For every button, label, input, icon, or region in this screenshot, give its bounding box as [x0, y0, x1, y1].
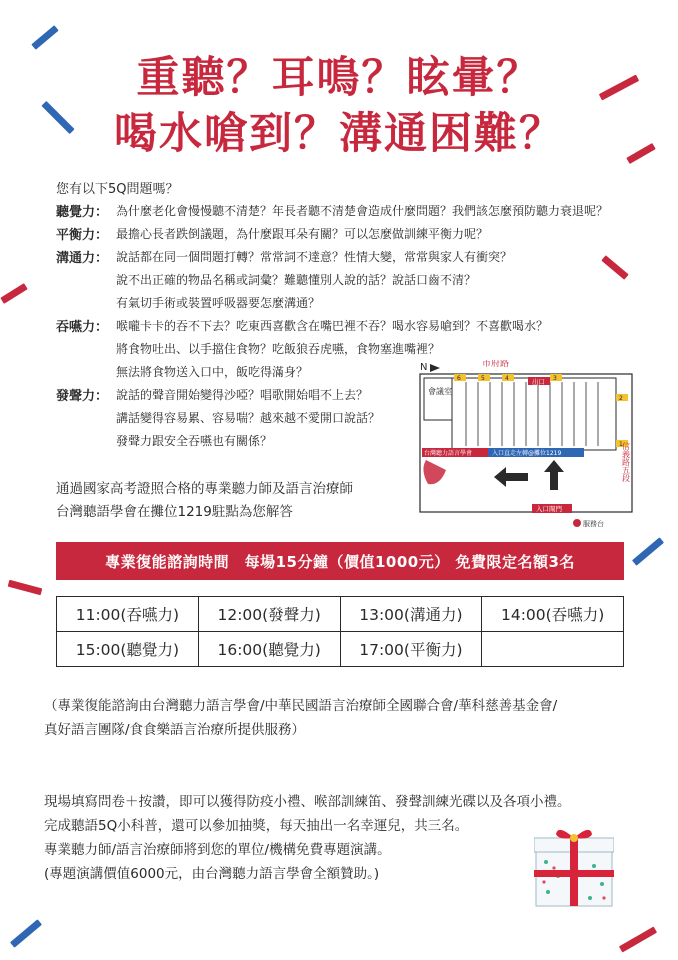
exit-label: 出口	[532, 378, 545, 386]
question-line: 有氣切手術或裝置呼吸器要怎麼溝通？	[116, 296, 321, 310]
category-voice: 發聲力：	[56, 389, 109, 404]
title-line2: 喝水嗆到？溝通困難？	[114, 109, 564, 159]
entrance-label: 入口閘門	[536, 505, 562, 513]
question-line: 講話變得容易累、容易喘？越來越不愛開口說話？	[116, 411, 381, 425]
booth-number: 3	[553, 375, 557, 382]
question-line: 說話都在同一個問題打轉？常常詞不達意？性情大變，常常與家人有衝突？	[116, 250, 513, 264]
question-line: 喉嚨卡卡的吞不下去？吃東西喜歡含在嘴巴裡不吞？喝水容易嗆到？不喜歡喝水？	[116, 319, 549, 333]
schedule-slot: 12:00(發聲力)	[198, 597, 340, 632]
page-title	[0, 44, 678, 105]
footer-line: (專題演講價值6000元，由台灣聽力語言學會全額贊助。)	[44, 866, 380, 882]
confetti-blue	[10, 919, 42, 948]
category-swallowing: 吞嚥力：	[56, 320, 109, 335]
consult-banner-text: 專業復能諮詢時間 每場15分鐘（價值1000元） 免費限定名額3名	[105, 552, 575, 571]
category-hearing: 聽覺力：	[56, 205, 109, 220]
confetti-blue	[632, 537, 664, 566]
booth-number: 1	[619, 441, 623, 448]
page-subtitle	[0, 100, 678, 161]
question-line: 最擔心長者跌倒議題，為什麼跟耳朵有關？可以怎麼做訓練平衡力呢？	[116, 227, 489, 241]
direction-label: 入口直走左轉@攤位1219	[492, 450, 562, 457]
confetti-red	[8, 580, 43, 596]
venue-map-svg	[418, 360, 638, 530]
road-right-label: 信義路五段	[621, 442, 631, 482]
booth-number: 6	[457, 375, 461, 382]
provider-note-line1: （專業復能諮詢由台灣聽力語言學會/中華民國語言治療師全國聯合會/華科慈善基金會/	[44, 698, 558, 714]
venue-map	[418, 360, 638, 530]
meeting-room-label: 會議室	[428, 387, 452, 396]
schedule-slot: 17:00(平衡力)	[340, 632, 482, 667]
schedule-slot	[482, 632, 624, 667]
service-label: 服務台	[583, 520, 604, 528]
category-communication: 溝通力：	[56, 251, 109, 266]
footer-line: 現場填寫問卷＋按讚，即可以獲得防疫小禮、喉部訓練笛、發聲訓練光碟以及各項小禮。	[44, 794, 571, 810]
table-row	[57, 632, 624, 667]
north-arrow-icon	[430, 364, 440, 372]
north-label: N	[420, 362, 428, 373]
info-icon	[573, 519, 581, 527]
schedule-table	[56, 596, 624, 667]
title-line1: 重聽？耳鳴？眩暈？	[136, 53, 542, 103]
confetti-red	[601, 255, 628, 280]
booth-label: 台灣聽力語言學會	[424, 450, 473, 457]
intro-text: 您有以下5Q問題嗎？	[56, 182, 179, 197]
footer-line: 專業聽力師/語言治療師將到您的單位/機構免費專題演講。	[44, 842, 391, 858]
confetti-red	[0, 283, 27, 304]
schedule-slot: 15:00(聽覺力)	[57, 632, 199, 667]
schedule-slot: 13:00(溝通力)	[340, 597, 482, 632]
question-line: 發聲力跟安全吞嚥也有關係？	[116, 434, 273, 448]
question-line: 無法將食物送入口中，飯吃得滿身？	[116, 365, 309, 379]
schedule-slot: 16:00(聽覺力)	[198, 632, 340, 667]
booth-number: 4	[505, 375, 509, 382]
provider-note-line2: 真好語言團隊/食食樂語言治療所提供服務）	[44, 722, 306, 738]
cert-line1: 通過國家高考證照合格的專業聽力師及語言治療師	[56, 481, 353, 497]
schedule-slot: 14:00(吞嚥力)	[482, 597, 624, 632]
question-line: 說話的聲音開始變得沙啞？唱歌開始唱不上去？	[116, 388, 369, 402]
road-top-label: 市府路	[482, 360, 510, 369]
question-line: 說不出正確的物品名稱或詞彙？難聽懂別人說的話？說話口齒不清？	[116, 273, 477, 287]
booth-number: 2	[619, 395, 623, 402]
confetti-red	[619, 926, 657, 952]
consult-banner	[56, 542, 624, 580]
booth-number: 5	[481, 375, 485, 382]
category-balance: 平衡力：	[56, 228, 109, 243]
question-line: 將食物吐出、以手擋住食物？吃飯狼吞虎嚥，食物塞進嘴裡？	[116, 342, 441, 356]
table-row	[57, 597, 624, 632]
cert-line2: 台灣聽語學會在攤位1219駐點為您解答	[56, 504, 293, 520]
schedule-slot: 11:00(吞嚥力)	[57, 597, 199, 632]
footer-line: 完成聽語5Q小科普，還可以參加抽獎，每天抽出一名幸運兒，共三名。	[44, 818, 469, 834]
gift-icon	[534, 822, 614, 908]
question-line: 為什麼老化會慢慢聽不清楚？年長者聽不清楚會造成什麼問題？我們該怎麼預防聽力衰退呢？	[116, 204, 609, 218]
